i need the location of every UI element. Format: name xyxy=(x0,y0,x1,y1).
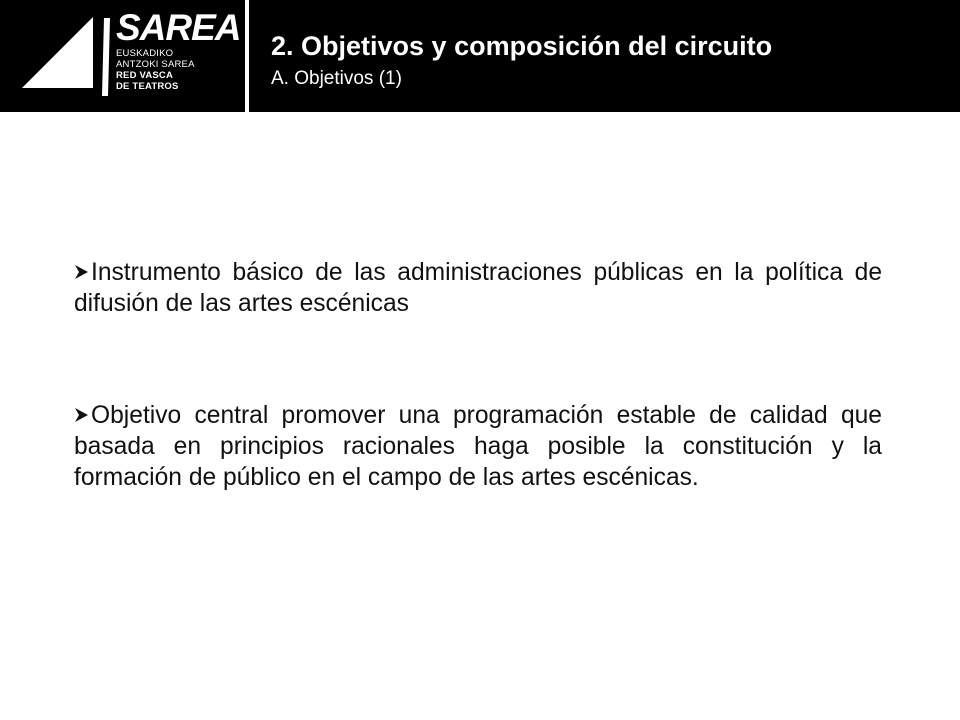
bullet-item xyxy=(74,257,882,319)
header-bar xyxy=(0,0,960,112)
logo-line: EUSKADIKO xyxy=(116,48,174,59)
bullet-text: Objetivo central promover una programación estable de calidad que basada en principios racionales haga posible la constitución y la formación de público en el campo de las artes escénicas. xyxy=(74,402,882,491)
sarea-logo xyxy=(0,0,244,112)
slide-title: 2. Objetivos y composición del circuito xyxy=(271,31,773,61)
logo-line: RED VASCA xyxy=(116,70,174,81)
arrow-bullet-icon xyxy=(74,405,90,425)
slide-subtitle: A. Objetivos (1) xyxy=(271,68,402,89)
slide-content xyxy=(74,257,882,493)
arrow-bullet-icon xyxy=(74,262,90,282)
logo-wordmark: SAREA xyxy=(116,7,241,48)
bullet-text: Instrumento básico de las administraciones públicas en la política de difusión de las artes escénicas xyxy=(74,259,882,317)
header-divider xyxy=(245,0,249,112)
bullet-item xyxy=(74,400,882,493)
logo-line: DE TEATROS xyxy=(116,81,179,92)
logo-line: ANTZOKI SAREA xyxy=(116,59,195,70)
